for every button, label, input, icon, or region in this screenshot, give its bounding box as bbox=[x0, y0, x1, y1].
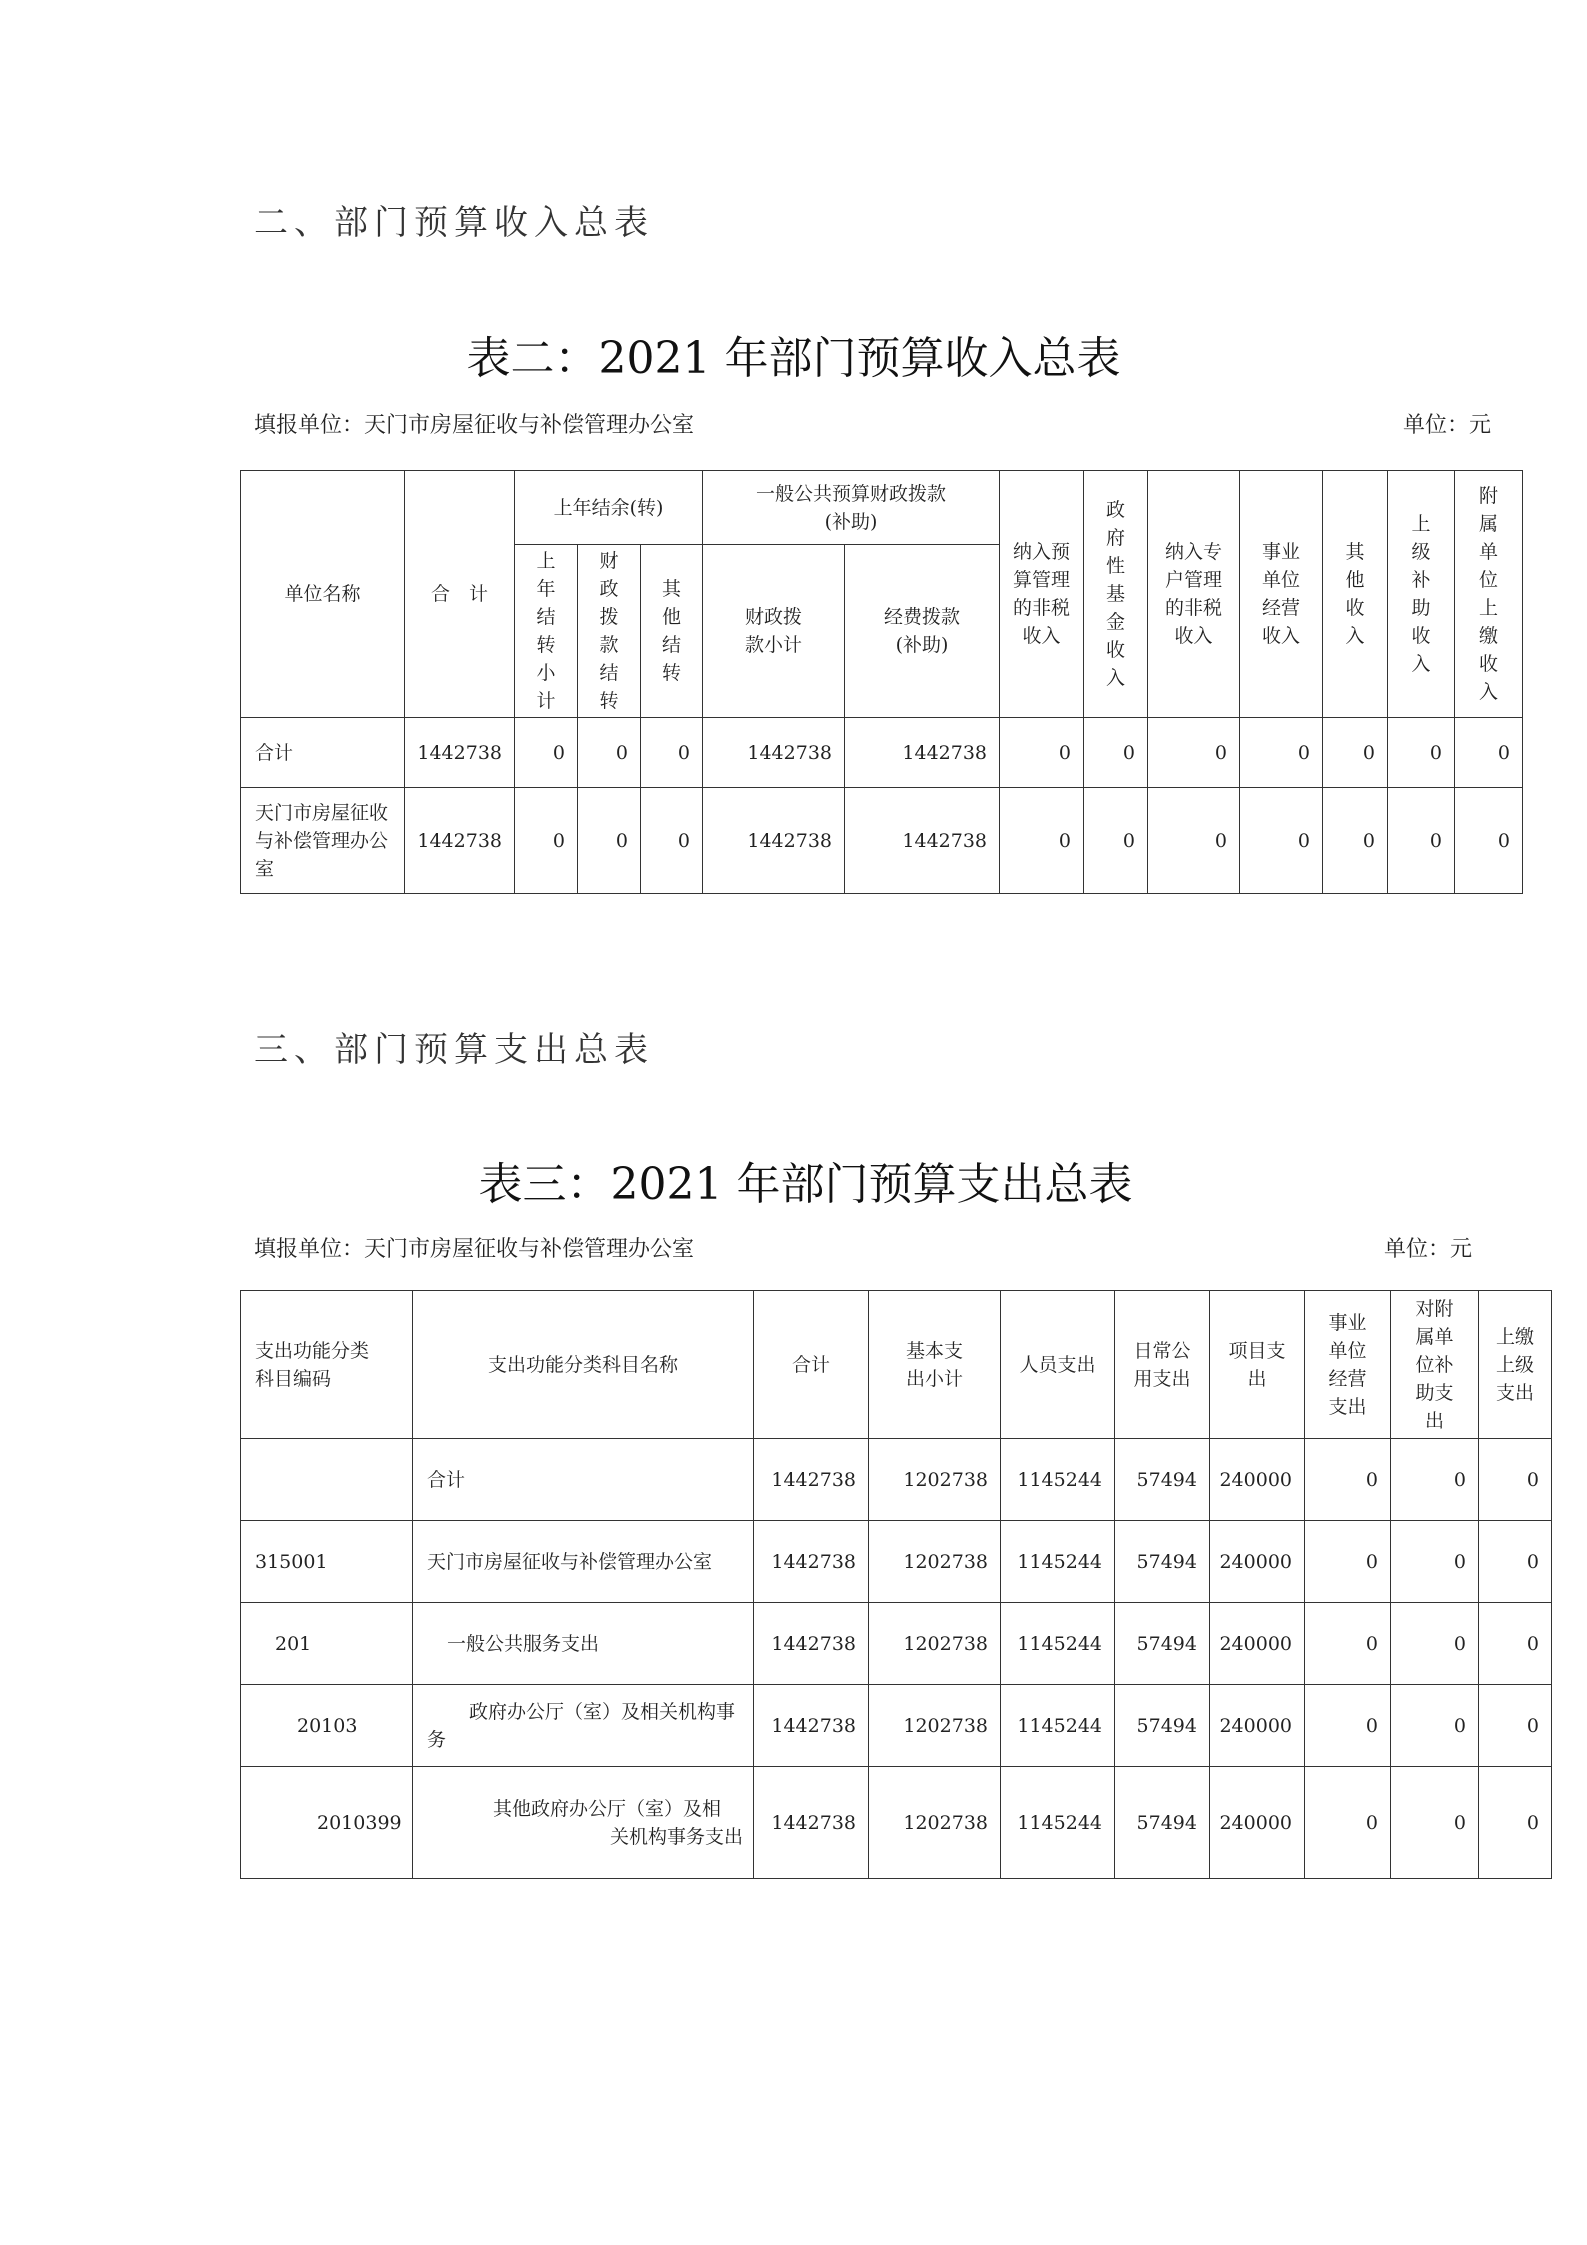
hdr-carryover-fiscal: 财政拨款结转 bbox=[599, 550, 619, 712]
cell-value: 0 bbox=[1455, 718, 1523, 788]
hdr-general-subtotal: 财政拨款小计 bbox=[703, 545, 845, 718]
cell-value: 0 bbox=[1240, 718, 1323, 788]
cell-value: 0 bbox=[1479, 1521, 1552, 1603]
row-name: 合计 bbox=[241, 718, 405, 788]
row-name: 天门市房屋征收与补偿管理办公室 bbox=[413, 1521, 754, 1603]
row-name bbox=[413, 1767, 754, 1879]
table-row bbox=[241, 1685, 1552, 1767]
cell-value: 240000 bbox=[1210, 1767, 1305, 1879]
cell-value: 0 bbox=[1391, 1439, 1479, 1521]
row-name: 政府办公厅（室）及相关机构事务 bbox=[413, 1685, 754, 1767]
hdr-total: 合计 bbox=[754, 1291, 869, 1439]
cell-value: 0 bbox=[1305, 1521, 1391, 1603]
cell-value: 0 bbox=[1455, 788, 1523, 894]
cell-value: 0 bbox=[1479, 1685, 1552, 1767]
cell-value: 0 bbox=[515, 718, 578, 788]
cell-value: 240000 bbox=[1210, 1439, 1305, 1521]
cell-value: 0 bbox=[1391, 1767, 1479, 1879]
cell-value: 1442738 bbox=[703, 718, 845, 788]
cell-total: 1442738 bbox=[405, 718, 515, 788]
cell-value: 0 bbox=[515, 788, 578, 894]
cell-value: 57494 bbox=[1115, 1521, 1210, 1603]
cell-value: 240000 bbox=[1210, 1521, 1305, 1603]
cell-value: 0 bbox=[1305, 1439, 1391, 1521]
hdr-business: 事业单位经营收入 bbox=[1262, 541, 1301, 647]
row-name: 合计 bbox=[413, 1439, 754, 1521]
table-row bbox=[241, 1439, 1552, 1521]
cell-value: 0 bbox=[1305, 1685, 1391, 1767]
cell-value: 0 bbox=[1240, 788, 1323, 894]
cell-value: 1202738 bbox=[869, 1521, 1001, 1603]
hdr-daily: 日常公用支出 bbox=[1115, 1291, 1210, 1439]
cell-value: 1442738 bbox=[754, 1521, 869, 1603]
table-row bbox=[241, 1767, 1552, 1879]
cell-value: 0 bbox=[1388, 788, 1455, 894]
cell-value: 0 bbox=[578, 788, 641, 894]
cell-value: 1442738 bbox=[754, 1767, 869, 1879]
cell-value: 0 bbox=[641, 718, 703, 788]
cell-value: 240000 bbox=[1210, 1603, 1305, 1685]
cell-value: 1202738 bbox=[869, 1603, 1001, 1685]
hdr-personnel: 人员支出 bbox=[1001, 1291, 1115, 1439]
cell-value: 1145244 bbox=[1001, 1521, 1115, 1603]
cell-total: 1442738 bbox=[405, 788, 515, 894]
hdr-total: 合 计 bbox=[405, 471, 515, 718]
hdr-affiliate: 对附属单位补助支出 bbox=[1415, 1297, 1454, 1432]
income-summary-table bbox=[240, 470, 1523, 894]
hdr-other: 其他收入 bbox=[1345, 541, 1365, 647]
cell-value: 0 bbox=[1391, 1603, 1479, 1685]
cell-value: 0 bbox=[1084, 718, 1148, 788]
cell-value: 0 bbox=[1323, 718, 1388, 788]
hdr-superior: 上缴上级支出 bbox=[1495, 1325, 1534, 1404]
expenditure-reporting-unit: 填报单位：天门市房屋征收与补偿管理办公室 bbox=[254, 1237, 695, 1262]
hdr-special-nontax: 纳入专户管理的非税收入 bbox=[1165, 541, 1223, 647]
income-currency-unit: 单位：元 bbox=[1403, 413, 1492, 438]
cell-value: 57494 bbox=[1115, 1603, 1210, 1685]
hdr-nontax: 纳入预算管理的非税收入 bbox=[1013, 541, 1071, 647]
cell-value: 0 bbox=[1084, 788, 1148, 894]
table-row bbox=[241, 718, 1523, 788]
table-row bbox=[241, 1603, 1552, 1685]
cell-value: 0 bbox=[578, 718, 641, 788]
cell-value: 57494 bbox=[1115, 1767, 1210, 1879]
hdr-project: 项目支出 bbox=[1210, 1291, 1305, 1439]
hdr-name: 支出功能分类科目名称 bbox=[413, 1291, 754, 1439]
cell-value: 1202738 bbox=[869, 1439, 1001, 1521]
cell-value: 1202738 bbox=[869, 1767, 1001, 1879]
cell-value: 57494 bbox=[1115, 1439, 1210, 1521]
row-name: 一般公共服务支出 bbox=[413, 1603, 754, 1685]
cell-value: 0 bbox=[1479, 1767, 1552, 1879]
cell-value: 57494 bbox=[1115, 1685, 1210, 1767]
cell-value: 1202738 bbox=[869, 1685, 1001, 1767]
cell-value: 240000 bbox=[1210, 1685, 1305, 1767]
cell-value: 0 bbox=[1148, 788, 1240, 894]
hdr-affiliate: 附属单位上缴收入 bbox=[1479, 485, 1499, 703]
cell-value: 1442738 bbox=[754, 1685, 869, 1767]
row-name: 天门市房屋征收与补偿管理办公室 bbox=[241, 788, 405, 894]
cell-value: 0 bbox=[1000, 718, 1084, 788]
cell-value: 0 bbox=[1323, 788, 1388, 894]
row-name-line1: 其他政府办公厅（室）及相 bbox=[493, 1797, 722, 1820]
cell-value: 1442738 bbox=[754, 1439, 869, 1521]
row-code: 315001 bbox=[241, 1521, 413, 1603]
cell-value: 1145244 bbox=[1001, 1767, 1115, 1879]
hdr-gov-fund: 政府性基金收入 bbox=[1106, 499, 1126, 689]
expenditure-currency-unit: 单位：元 bbox=[1384, 1237, 1473, 1262]
row-name-line2: 关机构事务支出 bbox=[609, 1825, 743, 1848]
cell-value: 0 bbox=[1391, 1521, 1479, 1603]
hdr-basic: 基本支出小计 bbox=[869, 1291, 1001, 1439]
cell-value: 0 bbox=[1000, 788, 1084, 894]
hdr-carryover-other: 其他结转 bbox=[661, 578, 681, 684]
cell-value: 1145244 bbox=[1001, 1685, 1115, 1767]
section2-heading: 二、部门预算收入总表 bbox=[254, 203, 654, 243]
hdr-general-funds: 经费拨款(补助) bbox=[845, 545, 1000, 718]
section3-heading: 三、部门预算支出总表 bbox=[254, 1030, 654, 1070]
hdr-carryover-group: 上年结余(转) bbox=[515, 471, 703, 545]
cell-value: 1442738 bbox=[845, 788, 1000, 894]
cell-value: 1442738 bbox=[845, 718, 1000, 788]
table-row bbox=[241, 1521, 1552, 1603]
income-reporting-unit: 填报单位：天门市房屋征收与补偿管理办公室 bbox=[254, 413, 695, 438]
cell-value: 0 bbox=[1479, 1603, 1552, 1685]
row-code: 20103 bbox=[241, 1685, 413, 1767]
hdr-business: 事业单位经营支出 bbox=[1328, 1311, 1367, 1418]
income-table-title: 表二：2021 年部门预算收入总表 bbox=[466, 333, 1121, 384]
hdr-superior-subsidy: 上级补助收入 bbox=[1411, 513, 1431, 675]
cell-value: 0 bbox=[1391, 1685, 1479, 1767]
hdr-code: 支出功能分类科目编码 bbox=[241, 1291, 413, 1439]
row-code: 2010399 bbox=[241, 1767, 413, 1879]
cell-value: 1442738 bbox=[754, 1603, 869, 1685]
cell-value: 0 bbox=[1148, 718, 1240, 788]
hdr-carryover-subtotal: 上年结转小计 bbox=[536, 550, 556, 712]
cell-value: 1442738 bbox=[703, 788, 845, 894]
row-code: 201 bbox=[241, 1603, 413, 1685]
row-code bbox=[241, 1439, 413, 1521]
hdr-unit-name: 单位名称 bbox=[241, 471, 405, 718]
cell-value: 0 bbox=[1388, 718, 1455, 788]
cell-value: 0 bbox=[1305, 1603, 1391, 1685]
cell-value: 1145244 bbox=[1001, 1439, 1115, 1521]
expenditure-table-title: 表三：2021 年部门预算支出总表 bbox=[478, 1159, 1133, 1210]
hdr-general-group: 一般公共预算财政拨款(补助) bbox=[703, 471, 1000, 545]
cell-value: 0 bbox=[1305, 1767, 1391, 1879]
cell-value: 0 bbox=[641, 788, 703, 894]
expenditure-summary-table bbox=[240, 1290, 1552, 1879]
cell-value: 1145244 bbox=[1001, 1603, 1115, 1685]
table-row bbox=[241, 788, 1523, 894]
cell-value: 0 bbox=[1479, 1439, 1552, 1521]
